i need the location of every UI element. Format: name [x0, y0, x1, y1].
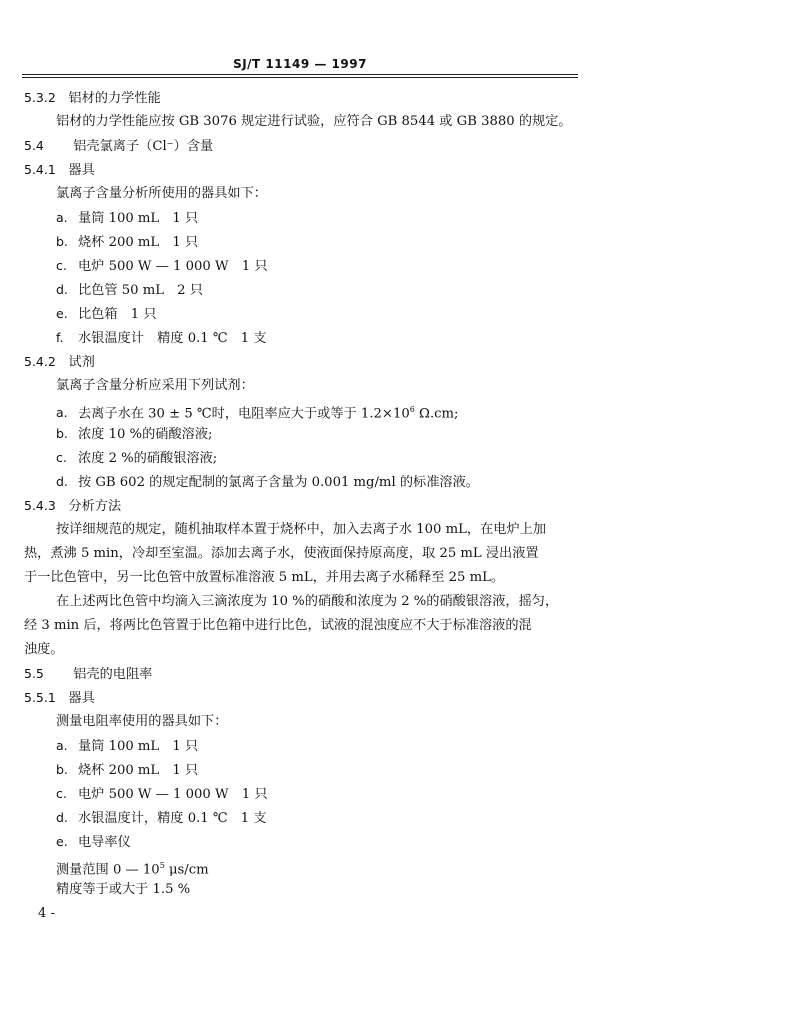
list-item [56, 449, 217, 468]
list-item [56, 281, 203, 300]
list-marker: c. [56, 450, 67, 465]
list-text: 水银温度计 精度 0.1 ℃ 1 支 [78, 331, 267, 346]
list-text: 去离子水在 30 ± 5 ℃时，电阻率应大于或等于 1.2×10 [78, 406, 410, 422]
list-text: 浓度 10 %的硝酸溶液; [78, 427, 213, 442]
paragraph: 铝材的力学性能应按 GB 3076 规定进行试验，应符合 GB 8544 或 GB 3880 的规定。 [56, 114, 572, 129]
section-number: 5.5.1 [24, 690, 56, 705]
list-marker: b. [56, 762, 68, 777]
list-text: 比色箱 1 只 [78, 307, 157, 322]
header-rule-bottom [22, 77, 578, 78]
list-marker: e. [56, 306, 68, 321]
section-heading-5-5 [24, 665, 152, 684]
section-number: 5.4.2 [24, 354, 56, 369]
superscript: 6 [409, 405, 415, 414]
list-text: 浓度 2 %的硝酸银溶液; [78, 451, 218, 466]
range-unit: μs/cm [164, 862, 209, 878]
list-item [56, 761, 198, 780]
paragraph: 氯离子含量分析所使用的器具如下： [56, 186, 267, 201]
section-number: 5.3.2 [24, 90, 56, 105]
list-item [56, 401, 458, 423]
list-marker: b. [56, 426, 68, 441]
section-title: 铝壳氯离子（Cl⁻）含量 [73, 139, 214, 154]
list-item [56, 233, 198, 252]
section-heading-5-3-2 [24, 89, 161, 108]
paragraph-line: 热，煮沸 5 min，冷却至室温。添加去离子水，使液面保持原高度，取 25 mL 浸出液置 [24, 546, 539, 561]
paragraph-line: 在上述两比色管中均滴入三滴浓度为 10 %的硝酸和浓度为 2 %的硝酸银溶液，摇匀， [56, 594, 559, 609]
section-number: 5.5 [24, 666, 44, 681]
paragraph-line: 于一比色管中，另一比色管中放置标准溶液 5 mL，并用去离子水稀释至 25 mL。 [24, 570, 505, 585]
paragraph: 氯离子含量分析应采用下列试剂： [56, 378, 254, 393]
superscript: 5 [159, 861, 165, 870]
list-text: 电导率仪 [78, 835, 131, 850]
section-number: 5.4.1 [24, 162, 56, 177]
section-title: 器具 [68, 163, 95, 178]
list-marker: a. [56, 738, 68, 753]
document-header: SJ/T 11149 — 1997 [233, 57, 367, 71]
list-text: 量筒 100 mL 1 只 [78, 739, 199, 754]
accuracy-text: 精度等于或大于 1.5 % [56, 882, 191, 897]
section-heading-5-4-1 [24, 161, 95, 180]
section-number: 5.4 [24, 138, 44, 153]
list-item [56, 329, 267, 348]
list-marker: d. [56, 810, 68, 825]
list-text: 烧杯 200 mL 1 只 [78, 235, 199, 250]
section-number: 5.4.3 [24, 498, 56, 513]
list-item [56, 305, 157, 324]
list-marker: a. [56, 210, 68, 225]
section-heading-5-4 [24, 137, 213, 156]
list-item [56, 833, 131, 852]
list-marker: c. [56, 258, 67, 273]
list-text-unit: Ω.cm; [414, 406, 459, 422]
paragraph-line: 浊度。 [24, 642, 64, 657]
list-text: 电炉 500 W — 1 000 W 1 只 [78, 787, 268, 802]
list-text: 烧杯 200 mL 1 只 [78, 763, 199, 778]
list-text: 按 GB 602 的规定配制的氯离子含量为 0.001 mg/ml 的标准溶液。 [78, 475, 479, 490]
list-item [56, 473, 479, 492]
paragraph-line: 按详细规范的规定，随机抽取样本置于烧杯中，加入去离子水 100 mL，在电炉上加 [56, 522, 547, 537]
range-text: 测量范围 0 — 10 [56, 862, 160, 878]
measurement-range [56, 857, 209, 879]
list-item [56, 785, 268, 804]
section-title: 分析方法 [68, 499, 122, 514]
paragraph: 测量电阻率使用的器具如下： [56, 714, 228, 729]
list-text: 量筒 100 mL 1 只 [78, 211, 199, 226]
list-marker: a. [56, 405, 68, 421]
list-item [56, 737, 198, 756]
list-marker: d. [56, 282, 68, 297]
paragraph-line: 经 3 min 后，将两比色管置于比色箱中进行比色，试液的混浊度应不大于标准溶液的混 [24, 618, 532, 633]
section-title: 器具 [68, 691, 95, 706]
section-title: 铝材的力学性能 [68, 91, 161, 106]
list-marker: e. [56, 834, 68, 849]
list-item [56, 425, 212, 444]
list-item [56, 809, 267, 828]
section-title: 试剂 [68, 355, 95, 370]
section-title: 铝壳的电阻率 [73, 667, 153, 682]
list-marker: b. [56, 234, 68, 249]
list-marker: f. [56, 330, 64, 345]
header-rule-top [22, 74, 578, 75]
list-text: 比色管 50 mL 2 只 [78, 283, 203, 298]
section-heading-5-5-1 [24, 689, 95, 708]
list-text: 水银温度计，精度 0.1 ℃ 1 支 [78, 811, 267, 826]
page-number: 4 - [38, 906, 56, 921]
list-item [56, 209, 198, 228]
list-marker: d. [56, 474, 68, 489]
section-heading-5-4-3 [24, 497, 121, 516]
section-heading-5-4-2 [24, 353, 95, 372]
list-item [56, 257, 268, 276]
list-marker: c. [56, 786, 67, 801]
list-text: 电炉 500 W — 1 000 W 1 只 [78, 259, 268, 274]
